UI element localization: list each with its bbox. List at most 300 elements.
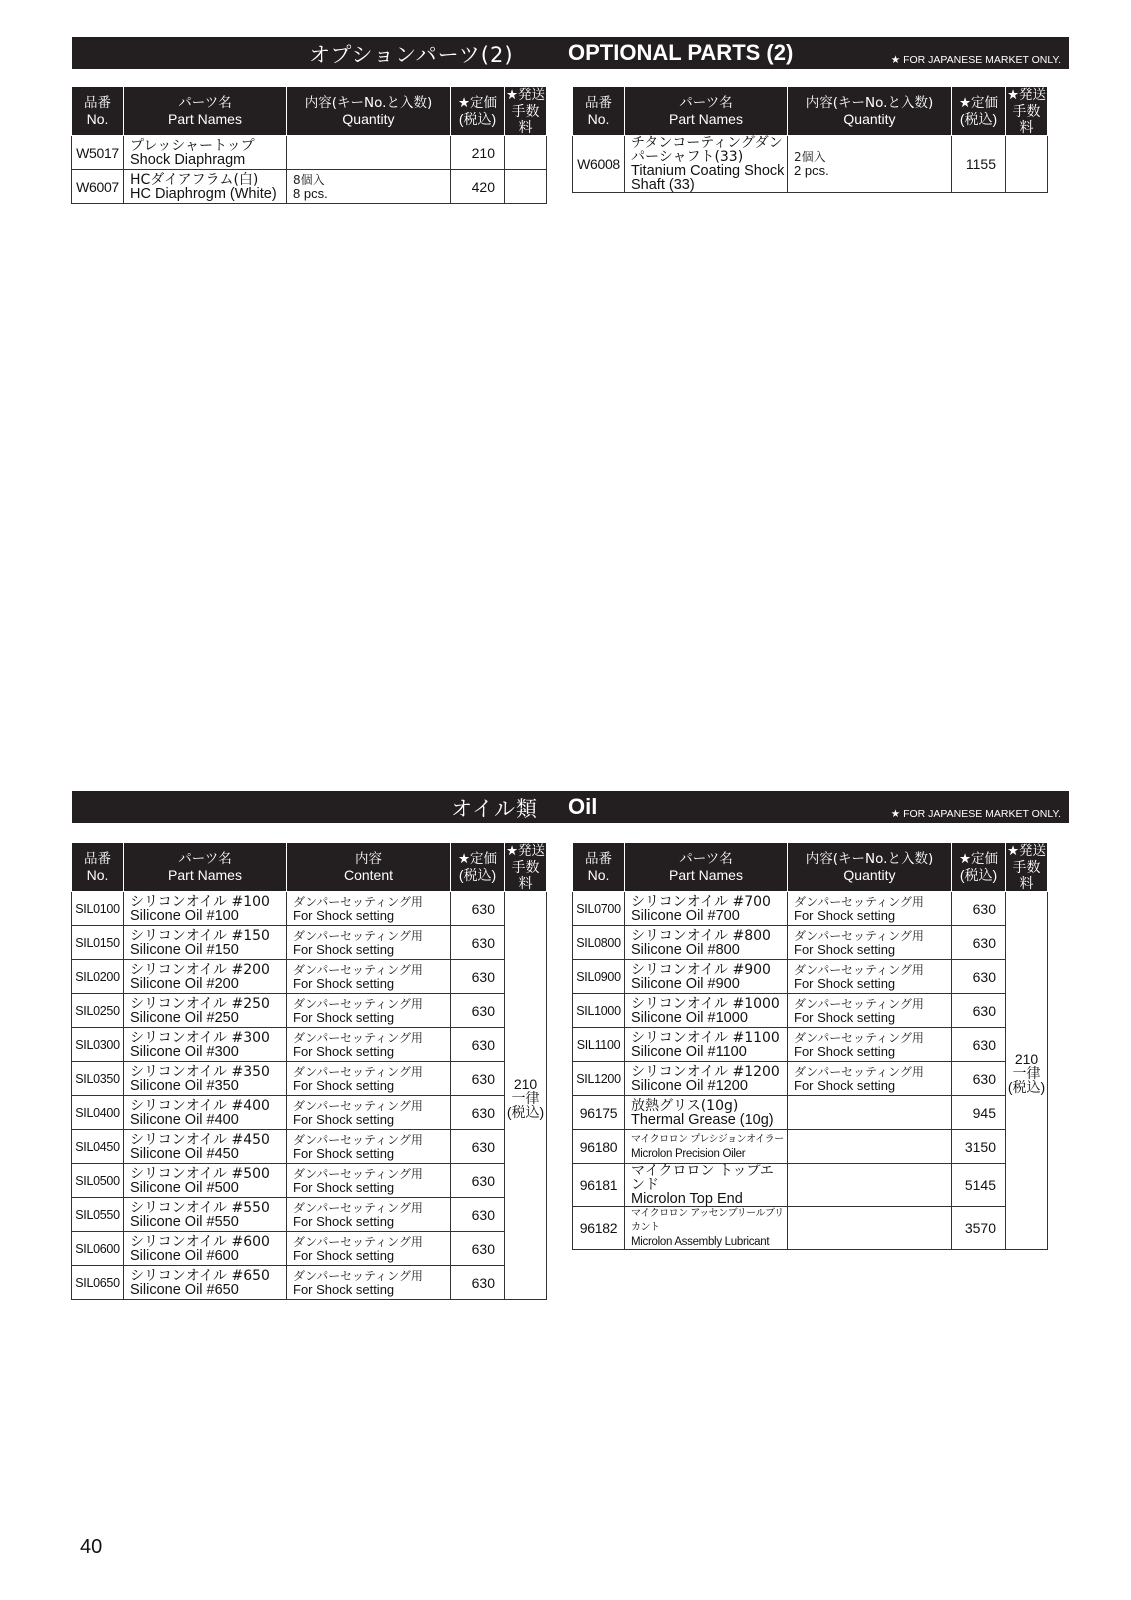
part-name-jp: マイクロロン アッセンブリールブリカント: [631, 1208, 784, 1233]
content-jp: ダンパーセッティング用: [293, 894, 423, 909]
table-row: [72, 1266, 547, 1300]
table-row: [72, 1028, 547, 1062]
part-number: SIL0550: [72, 1198, 124, 1232]
shipping-fee: [1006, 892, 1048, 1250]
header-part-names: [625, 87, 788, 136]
part-name-en: Silicone Oil #550: [130, 1213, 239, 1230]
header-price: [451, 87, 505, 136]
part-name-en: Silicone Oil #500: [130, 1179, 239, 1196]
part-number: SIL0450: [72, 1130, 124, 1164]
table-row: [573, 892, 1048, 926]
part-name: [124, 1028, 287, 1062]
table-row: [72, 1096, 547, 1130]
part-name-jp: プレッシャートップ: [130, 137, 255, 154]
part-name: [124, 926, 287, 960]
content-jp: ダンパーセッティング用: [293, 1132, 423, 1147]
price: 630: [451, 1266, 505, 1300]
content-jp: ダンパーセッティング用: [293, 1064, 423, 1079]
part-name: [625, 960, 788, 994]
part-name: [124, 994, 287, 1028]
part-name-en: Silicone Oil #700: [631, 907, 740, 924]
part-number: SIL0650: [72, 1266, 124, 1300]
header-part-names-en: Part Names: [168, 867, 242, 883]
header-content-en: Content: [343, 867, 394, 883]
part-number: SIL0200: [72, 960, 124, 994]
part-number: SIL0900: [573, 960, 625, 994]
price: 630: [952, 926, 1006, 960]
part-number: SIL0300: [72, 1028, 124, 1062]
content-jp: ダンパーセッティング用: [293, 1234, 423, 1249]
content-jp: ダンパーセッティング用: [794, 1030, 924, 1045]
quantity: [788, 926, 952, 960]
header-price-jp: ★定価: [457, 851, 498, 867]
content-en: For Shock setting: [293, 1281, 395, 1297]
header-part-names-en: Part Names: [669, 867, 743, 883]
price: 630: [952, 994, 1006, 1028]
content-en: For Shock setting: [794, 1009, 896, 1025]
part-name-jp: シリコンオイル #650: [130, 1267, 270, 1284]
header-quantity-jp: 内容(キーNo.と入数): [304, 95, 433, 111]
content-en: For Shock setting: [794, 975, 896, 991]
content: [287, 1096, 451, 1130]
content-jp: ダンパーセッティング用: [293, 1200, 423, 1215]
quantity: [788, 1164, 952, 1207]
price: 630: [451, 1232, 505, 1266]
table-body: [573, 892, 1048, 1250]
part-name-en: HC Diaphrogm (White): [130, 185, 277, 202]
part-number: W5017: [72, 136, 124, 170]
header-no-jp: 品番: [585, 95, 612, 111]
content: [287, 1062, 451, 1096]
part-name: [625, 1164, 788, 1207]
part-name-jp: シリコンオイル #1200: [631, 1063, 780, 1080]
content-en: For Shock setting: [293, 975, 395, 991]
header-shipping-fee: [505, 87, 547, 136]
content: [287, 994, 451, 1028]
table-row: [573, 1130, 1048, 1164]
content-jp: ダンパーセッティング用: [794, 928, 924, 943]
part-name: [625, 1130, 788, 1164]
header-price-en: (税込): [959, 111, 998, 127]
part-name-en: Silicone Oil #300: [130, 1043, 239, 1060]
content: [287, 1232, 451, 1266]
shipping-fee-tax: (税込): [506, 1104, 545, 1120]
content-jp: ダンパーセッティング用: [293, 1030, 423, 1045]
header-part-names: [625, 843, 788, 892]
table-row: [573, 1062, 1048, 1096]
quantity: [788, 1207, 952, 1250]
part-number: SIL1000: [573, 994, 625, 1028]
table-header: [72, 843, 547, 892]
quantity: [788, 1096, 952, 1130]
price: 630: [451, 1130, 505, 1164]
content-en: For Shock setting: [794, 907, 896, 923]
table-body: [72, 892, 547, 1300]
content-en: For Shock setting: [293, 1179, 395, 1195]
market-note: ★ FOR JAPANESE MARKET ONLY.: [890, 54, 1061, 66]
table-body: [573, 136, 1048, 193]
header-quantity-jp: 内容(キーNo.と入数): [805, 851, 934, 867]
part-name: [625, 136, 788, 193]
part-name-jp: シリコンオイル #350: [130, 1063, 270, 1080]
header-quantity-en: Quantity: [843, 867, 896, 883]
content-jp: ダンパーセッティング用: [293, 1098, 423, 1113]
table-row: [72, 1062, 547, 1096]
content-jp: ダンパーセッティング用: [293, 1166, 423, 1181]
part-number: SIL0100: [72, 892, 124, 926]
part-name: [124, 1266, 287, 1300]
section-title-jp: オイル類: [451, 797, 538, 821]
table-row: [72, 170, 547, 204]
part-number: W6008: [573, 136, 625, 193]
quantity-en: 2 pcs.: [794, 163, 829, 178]
quantity: [788, 1062, 952, 1096]
header-quantity-en: Quantity: [342, 111, 395, 127]
table-row: [72, 1232, 547, 1266]
part-name-en: Shock Diaphragm: [130, 151, 246, 168]
part-name: [124, 136, 287, 170]
content-en: For Shock setting: [293, 1077, 395, 1093]
content-jp: ダンパーセッティング用: [794, 996, 924, 1011]
price: 630: [952, 960, 1006, 994]
content-en: For Shock setting: [293, 1043, 395, 1059]
content-jp: ダンパーセッティング用: [794, 1064, 924, 1079]
header-shipping-fee-en: 手数料: [511, 103, 540, 135]
table-row: [72, 136, 547, 170]
content-jp: ダンパーセッティング用: [293, 1268, 423, 1283]
part-name-en: Silicone Oil #650: [130, 1281, 239, 1298]
table-row: [573, 1096, 1048, 1130]
part-name: [124, 960, 287, 994]
price: 630: [451, 1062, 505, 1096]
part-name-jp: シリコンオイル #450: [130, 1131, 270, 1148]
header-part-names-jp: パーツ名: [178, 851, 232, 867]
header-shipping-fee-en: 手数料: [1012, 859, 1041, 891]
content-en: For Shock setting: [293, 1009, 395, 1025]
part-name-en: Microlon Top End: [631, 1191, 743, 1207]
header-price-jp: ★定価: [958, 851, 999, 867]
part-name-jp: シリコンオイル #700: [631, 893, 771, 910]
part-name: [124, 1232, 287, 1266]
content-en: For Shock setting: [293, 1111, 395, 1127]
table-row: [72, 892, 547, 926]
part-name: [625, 1062, 788, 1096]
part-name-jp: シリコンオイル #550: [130, 1199, 270, 1216]
price: 3150: [952, 1130, 1006, 1164]
part-name-jp: シリコンオイル #300: [130, 1029, 270, 1046]
price: 630: [952, 892, 1006, 926]
header-no-en: No.: [587, 111, 610, 127]
quantity: [788, 1130, 952, 1164]
price: 5145: [952, 1164, 1006, 1207]
part-name-en: Silicone Oil #1200: [631, 1077, 748, 1094]
header-quantity-en: Quantity: [843, 111, 896, 127]
part-name-en: Titanium Coating Shock Shaft (33): [631, 163, 785, 193]
content: [287, 1164, 451, 1198]
header-content-jp: 内容: [355, 851, 382, 867]
header-shipping-fee-jp: ★発送: [505, 87, 546, 103]
part-name-en: Silicone Oil #250: [130, 1009, 239, 1026]
shipping-fee: [505, 170, 547, 204]
shipping-fee-tax: (税込): [1007, 1079, 1046, 1095]
price: 630: [952, 1028, 1006, 1062]
part-name-en: Thermal Grease (10g): [631, 1111, 774, 1128]
content-en: For Shock setting: [293, 941, 395, 957]
table-row: [72, 1164, 547, 1198]
shipping-fee-amount: 210: [1014, 1051, 1039, 1067]
table-row: [573, 1164, 1048, 1207]
content-en: For Shock setting: [293, 1213, 395, 1229]
table-row: [573, 136, 1048, 193]
header-row: [573, 843, 1048, 892]
header-price-en: (税込): [458, 111, 497, 127]
part-name-jp: マイクロロン プレシジョンオイラー: [631, 1133, 784, 1145]
content-jp: ダンパーセッティング用: [293, 962, 423, 977]
price: 630: [451, 1096, 505, 1130]
header-quantity: [788, 87, 952, 136]
content-en: For Shock setting: [293, 1247, 395, 1263]
header-price-en: (税込): [959, 867, 998, 883]
header-no-jp: 品番: [84, 851, 111, 867]
quantity: [788, 994, 952, 1028]
part-name-en: Silicone Oil #900: [631, 975, 740, 992]
part-name-en: Silicone Oil #1100: [631, 1043, 747, 1060]
table-header: [573, 87, 1048, 136]
header-shipping-fee-en: 手数料: [1012, 103, 1041, 135]
part-name-jp: マイクロロン トップエンド: [631, 1163, 774, 1193]
part-name: [625, 926, 788, 960]
header-price: [952, 87, 1006, 136]
header-part-names-jp: パーツ名: [178, 95, 232, 111]
header-part-names-jp: パーツ名: [679, 851, 733, 867]
header-quantity: [287, 87, 451, 136]
header-price-jp: ★定価: [958, 95, 999, 111]
table-row: [573, 1028, 1048, 1062]
part-name: [124, 1062, 287, 1096]
part-name-en: Microlon Assembly Lubricant: [631, 1236, 770, 1248]
header-shipping-fee: [1006, 87, 1048, 136]
header-price-en: (税込): [458, 867, 497, 883]
part-name-en: Silicone Oil #200: [130, 975, 239, 992]
table-row: [573, 926, 1048, 960]
header-no-en: No.: [587, 867, 610, 883]
part-name-jp: シリコンオイル #600: [130, 1233, 270, 1250]
header-shipping-fee-jp: ★発送: [1006, 87, 1047, 103]
quantity: [788, 1028, 952, 1062]
header-shipping-fee: [505, 843, 547, 892]
header-part-names: [124, 87, 287, 136]
part-name: [124, 1198, 287, 1232]
content-en: For Shock setting: [293, 1145, 395, 1161]
part-number: SIL0150: [72, 926, 124, 960]
part-name-en: Silicone Oil #600: [130, 1247, 239, 1264]
part-number: 96182: [573, 1207, 625, 1250]
quantity: [287, 136, 451, 170]
header-no-en: No.: [86, 867, 109, 883]
section-header-optional: [72, 37, 1069, 69]
price: 1155: [952, 136, 1006, 193]
price: 630: [952, 1062, 1006, 1096]
part-name-en: Silicone Oil #100: [130, 907, 239, 924]
header-quantity-jp: 内容(キーNo.と入数): [805, 95, 934, 111]
part-name-jp: シリコンオイル #1100: [631, 1029, 780, 1046]
part-name: [124, 1164, 287, 1198]
market-note: ★ FOR JAPANESE MARKET ONLY.: [890, 808, 1061, 820]
content-en: For Shock setting: [794, 941, 896, 957]
header-shipping-fee-en: 手数料: [511, 859, 540, 891]
part-name-jp: シリコンオイル #250: [130, 995, 270, 1012]
table-body: [72, 136, 547, 204]
price: 630: [451, 892, 505, 926]
price: 630: [451, 1198, 505, 1232]
shipping-fee-flat: 一律: [511, 1090, 540, 1106]
part-number: SIL0800: [573, 926, 625, 960]
section-title-jp: オプションパーツ(2): [309, 43, 514, 67]
content: [287, 926, 451, 960]
header-quantity: [788, 843, 952, 892]
part-number: SIL0700: [573, 892, 625, 926]
content-jp: ダンパーセッティング用: [293, 928, 423, 943]
part-name-jp: HCダイアフラム(白): [130, 171, 259, 188]
price: 630: [451, 994, 505, 1028]
content-jp: ダンパーセッティング用: [293, 996, 423, 1011]
part-name-en: Silicone Oil #350: [130, 1077, 239, 1094]
part-name-jp: シリコンオイル #900: [631, 961, 771, 978]
table-row: [573, 994, 1048, 1028]
part-name: [124, 892, 287, 926]
header-shipping-fee: [1006, 843, 1048, 892]
part-number: SIL0600: [72, 1232, 124, 1266]
header-shipping-fee-jp: ★発送: [1006, 843, 1047, 859]
content: [287, 1028, 451, 1062]
header-no-en: No.: [86, 111, 109, 127]
table-row: [72, 1198, 547, 1232]
price: 630: [451, 960, 505, 994]
header-price: [952, 843, 1006, 892]
price: 3570: [952, 1207, 1006, 1250]
part-number: SIL1200: [573, 1062, 625, 1096]
header-no: [573, 87, 625, 136]
optional-parts-table-left: [71, 86, 547, 204]
header-price: [451, 843, 505, 892]
part-name-jp: チタンコーティングダンパーシャフト(33): [631, 135, 783, 165]
content-en: For Shock setting: [293, 907, 395, 923]
header-no-jp: 品番: [585, 851, 612, 867]
content: [287, 960, 451, 994]
part-name-jp: シリコンオイル #200: [130, 961, 270, 978]
header-price-jp: ★定価: [457, 95, 498, 111]
part-number: SIL1100: [573, 1028, 625, 1062]
header-shipping-fee-jp: ★発送: [505, 843, 546, 859]
content-jp: ダンパーセッティング用: [794, 894, 924, 909]
part-name-en: Silicone Oil #1000: [631, 1009, 748, 1026]
quantity: [788, 892, 952, 926]
part-number: SIL0500: [72, 1164, 124, 1198]
header-content: [287, 843, 451, 892]
quantity-en: 8 pcs.: [293, 185, 328, 201]
header-part-names: [124, 843, 287, 892]
price: 210: [451, 136, 505, 170]
part-name-en: Silicone Oil #400: [130, 1111, 239, 1128]
part-name-jp: シリコンオイル #400: [130, 1097, 270, 1114]
header-part-names-jp: パーツ名: [679, 95, 733, 111]
part-name: [625, 1096, 788, 1130]
table-row: [573, 1207, 1048, 1250]
content: [287, 1266, 451, 1300]
section-title-en: Oil: [568, 794, 598, 819]
header-row: [72, 843, 547, 892]
part-name-jp: 放熱グリス(10g): [631, 1097, 739, 1114]
shipping-fee-amount: 210: [513, 1076, 538, 1092]
section-title-en: OPTIONAL PARTS (2): [568, 40, 794, 65]
part-number: 96180: [573, 1130, 625, 1164]
part-number: 96181: [573, 1164, 625, 1207]
part-name: [625, 1207, 788, 1250]
part-name: [625, 994, 788, 1028]
header-no-jp: 品番: [84, 95, 111, 111]
quantity-jp: 2個入: [794, 150, 826, 164]
price: 630: [451, 1028, 505, 1062]
part-number: SIL0400: [72, 1096, 124, 1130]
page-number: 40: [80, 1536, 103, 1558]
header-row: [573, 87, 1048, 136]
table-header: [573, 843, 1048, 892]
price: 420: [451, 170, 505, 204]
shipping-fee: [1006, 136, 1048, 193]
content-jp: ダンパーセッティング用: [794, 962, 924, 977]
shipping-fee: [505, 892, 547, 1300]
header-part-names-en: Part Names: [168, 111, 242, 127]
content-en: For Shock setting: [794, 1077, 896, 1093]
quantity-jp: 8個入: [293, 172, 325, 187]
price: 630: [451, 1164, 505, 1198]
part-name: [124, 170, 287, 204]
part-name-jp: シリコンオイル #100: [130, 893, 270, 910]
content: [287, 1198, 451, 1232]
shipping-fee: [505, 136, 547, 170]
table-row: [72, 960, 547, 994]
quantity: [788, 960, 952, 994]
part-name-jp: シリコンオイル #150: [130, 927, 270, 944]
part-name-jp: シリコンオイル #1000: [631, 995, 780, 1012]
quantity: [287, 170, 451, 204]
content: [287, 892, 451, 926]
part-name: [124, 1096, 287, 1130]
part-name-en: Silicone Oil #150: [130, 941, 239, 958]
part-name-en: Microlon Precision Oiler: [631, 1147, 746, 1160]
table-row: [573, 960, 1048, 994]
table-row: [72, 926, 547, 960]
oil-table-left: [71, 842, 547, 1300]
part-name-en: Silicone Oil #450: [130, 1145, 239, 1162]
part-name-jp: シリコンオイル #800: [631, 927, 771, 944]
oil-table-right: [572, 842, 1048, 1250]
header-part-names-en: Part Names: [669, 111, 743, 127]
header-no: [72, 843, 124, 892]
part-name: [625, 1028, 788, 1062]
part-number: W6007: [72, 170, 124, 204]
part-name-en: Silicone Oil #800: [631, 941, 740, 958]
part-name: [124, 1130, 287, 1164]
content-en: For Shock setting: [794, 1043, 896, 1059]
part-name: [625, 892, 788, 926]
content: [287, 1130, 451, 1164]
header-row: [72, 87, 547, 136]
part-number: SIL0250: [72, 994, 124, 1028]
table-row: [72, 994, 547, 1028]
part-number: SIL0350: [72, 1062, 124, 1096]
header-no: [573, 843, 625, 892]
